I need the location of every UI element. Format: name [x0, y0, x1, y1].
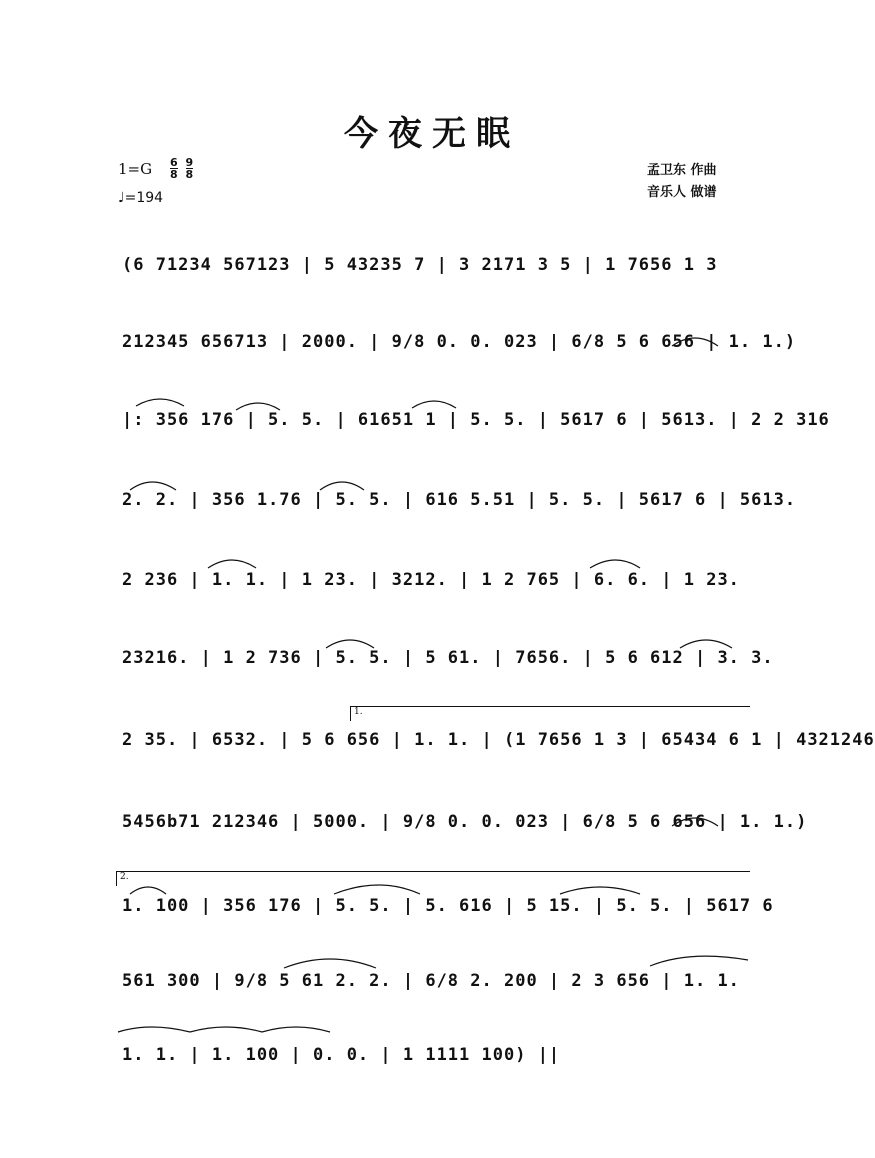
time-signature-9-8: $\frac{9}{8}$ [185, 156, 194, 181]
score-row-7 [118, 722, 875, 762]
score-row-5 [118, 562, 750, 602]
key-signature: 1=G [118, 160, 153, 178]
song-title: 今夜无眠 [344, 114, 520, 154]
time-signatures [170, 157, 197, 180]
score-row-2 [118, 324, 797, 364]
score-row-text: 2 236 | 1. 1. | 1 23. | 3212. | 1 2 765 | 6. 6. | 1 23. [122, 570, 740, 590]
tempo-marking: ♩=194 [118, 190, 164, 206]
tie-arc [262, 1027, 330, 1032]
score-row-text: 1. 100 | 356 176 | 5. 5. | 5. 616 | 5 15. | 5. 5. | 5617 6 [122, 896, 774, 916]
volta-bracket-2: 2. [116, 871, 750, 886]
arranger-credit: 音乐人 做谱 [647, 185, 717, 200]
score-row-text: 5456b71 212346 | 5000. | 9/8 0. 0. 023 | 6/8 5 6 656 | 1. 1.) [122, 812, 808, 832]
score-row-10 [118, 963, 750, 1003]
score-row-text: 561 300 | 9/8 5 61 2. 2. | 6/8 2. 200 | 2 3 656 | 1. 1. [122, 971, 740, 991]
score-row-text: 2 35. | 6532. | 5 6 656 | 1. 1. | (1 7656 1 3 | 65434 6 1 | 4321246 [122, 730, 875, 750]
score-row-3 [118, 402, 830, 442]
score-row-8 [118, 804, 808, 844]
credits [647, 160, 717, 204]
score-row-text: 2. 2. | 356 1.76 | 5. 5. | 616 5.51 | 5. 5. | 5617 6 | 5613. [122, 490, 797, 510]
tie-arc [190, 1027, 262, 1032]
score-row-1 [118, 247, 750, 287]
score-row-text: 1. 1. | 1. 100 | 0. 0. | 1 1111 100) || [122, 1045, 561, 1065]
score-row-text: (6 71234 567123 | 5 43235 7 | 3 2171 3 5 | 1 7656 1 3 [122, 255, 718, 275]
score-row-9 [118, 888, 774, 928]
score-row-6 [118, 640, 774, 680]
score-row-text: 212345 656713 | 2000. | 9/8 0. 0. 023 | 6/8 5 6 656 | 1. 1.) [122, 332, 797, 352]
composer-credit: 孟卫东 作曲 [647, 163, 717, 178]
time-signature-6-8: $\frac{6}{8}$ [170, 156, 178, 181]
tie-arc [118, 1027, 190, 1032]
score-row-11 [118, 1037, 750, 1077]
score-row-text: |: 356 176 | 5. 5. | 61651 1 | 5. 5. | 5617 6 | 5613. | 2 2 316 [122, 410, 830, 430]
score-row-4 [118, 482, 797, 522]
score-row-text: 23216. | 1 2 736 | 5. 5. | 5 61. | 7656. | 5 6 612 | 3. 3. [122, 648, 774, 668]
volta-bracket-1: 1. [350, 706, 750, 721]
